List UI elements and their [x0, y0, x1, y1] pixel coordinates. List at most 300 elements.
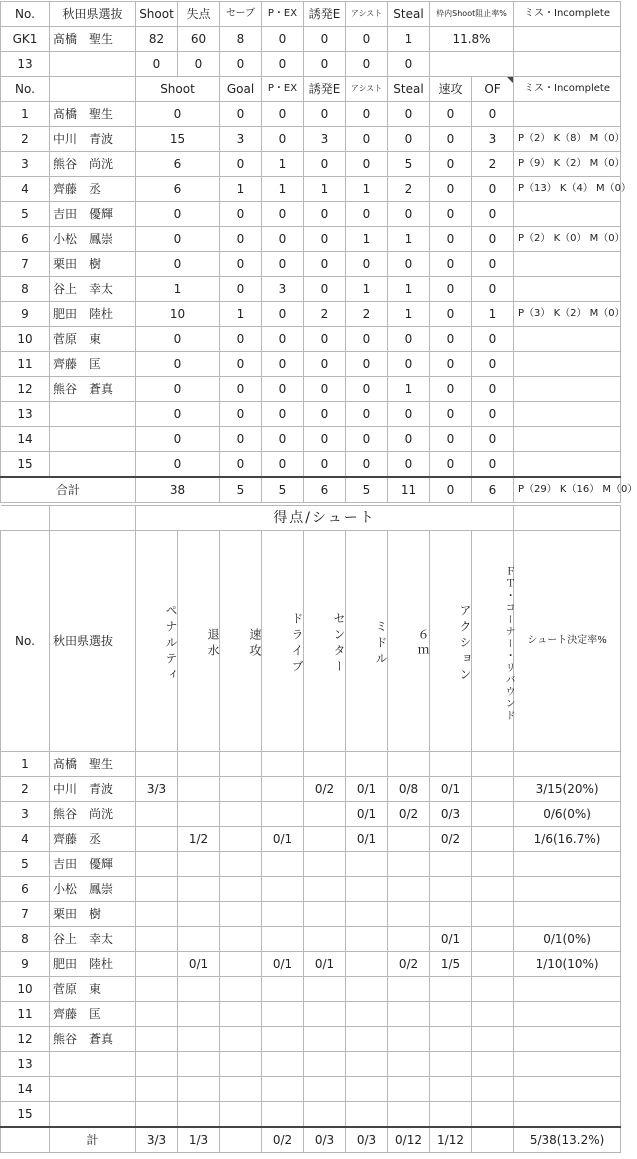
table-cell: 0 — [388, 252, 430, 277]
shot-cell — [388, 852, 430, 877]
table-cell: 0 — [304, 227, 346, 252]
shot-cell — [262, 752, 304, 777]
shot-rate — [514, 1052, 621, 1077]
shot-row-name: 熊谷 蒼真 — [50, 1027, 136, 1052]
shot-total-cell: 0/2 — [262, 1127, 304, 1153]
player-row — [1, 152, 621, 177]
shot-row-no: 11 — [1, 1002, 50, 1027]
table-cell: 0 — [430, 277, 472, 302]
totals-label: 合計 — [1, 477, 136, 503]
shot-rate — [514, 1077, 621, 1102]
table-cell: 0 — [430, 202, 472, 227]
table-cell: 0 — [304, 427, 346, 452]
shot-row — [1, 827, 621, 852]
shot-cell — [220, 927, 262, 952]
header-team: 秋田県選抜 — [50, 2, 136, 27]
shot-type-header: アクション — [430, 531, 472, 752]
gk-block-rate — [430, 52, 514, 77]
table-cell: 0 — [430, 402, 472, 427]
shot-type-header: センター — [304, 531, 346, 752]
player-shoot: 1 — [136, 277, 220, 302]
table-cell: 0 — [472, 202, 514, 227]
table-cell: 0 — [430, 152, 472, 177]
player-row — [1, 377, 621, 402]
table-cell: 0 — [430, 127, 472, 152]
shot-cell — [136, 852, 178, 877]
shot-cell — [262, 877, 304, 902]
player-miss: P（3） K（2） M（0） — [514, 302, 621, 327]
player-shoot: 0 — [136, 327, 220, 352]
shot-cell — [178, 752, 220, 777]
header-no: No. — [1, 531, 50, 752]
table-cell: 1 — [262, 177, 304, 202]
table-cell: 0 — [220, 152, 262, 177]
shot-total-cell: 0/3 — [304, 1127, 346, 1153]
shot-rate: 0/1(0%) — [514, 927, 621, 952]
shot-cell — [178, 927, 220, 952]
shot-cell — [136, 952, 178, 977]
shot-cell — [220, 827, 262, 852]
table-cell: 5 — [346, 477, 388, 503]
player-shoot: 0 — [136, 427, 220, 452]
shot-cell — [388, 1027, 430, 1052]
shot-total-cell: 1/12 — [430, 1127, 472, 1153]
shot-row-no: 7 — [1, 902, 50, 927]
table-cell: 0 — [388, 52, 430, 77]
shot-cell: 3/3 — [136, 777, 178, 802]
shot-type-header: ＦＴ・コーナー・リバウンド — [472, 531, 514, 752]
table-cell: 0 — [304, 252, 346, 277]
shot-rate — [514, 1102, 621, 1128]
shot-cell — [136, 977, 178, 1002]
player-row — [1, 352, 621, 377]
player-row — [1, 202, 621, 227]
table-cell: 0 — [430, 177, 472, 202]
shot-cell — [430, 1027, 472, 1052]
table-cell — [514, 27, 621, 52]
player-miss — [514, 252, 621, 277]
table-cell: 0 — [304, 277, 346, 302]
table-cell: 0 — [346, 52, 388, 77]
table-cell: 0 — [388, 352, 430, 377]
shot-cell — [430, 1052, 472, 1077]
table-cell: 0 — [346, 127, 388, 152]
shot-cell: 0/1 — [304, 952, 346, 977]
shot-cell — [178, 852, 220, 877]
table-cell: 0 — [262, 377, 304, 402]
shot-cell — [430, 902, 472, 927]
player-name: 小松 鳳崇 — [50, 227, 136, 252]
header-miss: ミス・Incomplete — [514, 77, 621, 102]
shot-cell: 0/8 — [388, 777, 430, 802]
table-cell: 5 — [262, 477, 304, 503]
shot-cell — [346, 927, 388, 952]
table-cell: 0 — [472, 452, 514, 478]
shot-cell — [220, 902, 262, 927]
shot-cell — [430, 1077, 472, 1102]
shot-cell — [346, 877, 388, 902]
shot-total-rate: 5/38(13.2%) — [514, 1127, 621, 1153]
shot-cell — [430, 1102, 472, 1128]
shot-cell — [346, 1027, 388, 1052]
shot-cell — [346, 902, 388, 927]
shot-totals-label: 計 — [50, 1127, 136, 1153]
player-shoot: 0 — [136, 202, 220, 227]
shot-cell — [346, 977, 388, 1002]
header-shot-rate: シュート決定率% — [514, 531, 621, 752]
player-no: 1 — [1, 102, 50, 127]
shot-row — [1, 927, 621, 952]
table-cell — [1, 1127, 50, 1153]
player-row — [1, 327, 621, 352]
shot-cell — [388, 877, 430, 902]
table-cell: 0 — [304, 27, 346, 52]
shot-row-no: 4 — [1, 827, 50, 852]
table-cell: 1 — [304, 177, 346, 202]
shot-cell — [178, 902, 220, 927]
gk-no: GK1 — [1, 27, 50, 52]
shot-cell — [220, 1052, 262, 1077]
table-cell: 0 — [262, 202, 304, 227]
shot-row-no: 14 — [1, 1077, 50, 1102]
shot-cell: 0/1 — [346, 827, 388, 852]
shot-row — [1, 1052, 621, 1077]
table-cell: 0 — [346, 27, 388, 52]
header-steal: Steal — [388, 2, 430, 27]
shot-row-name: 中川 青波 — [50, 777, 136, 802]
table-cell: 1 — [220, 302, 262, 327]
shot-cell — [472, 902, 514, 927]
shot-cell — [304, 827, 346, 852]
player-miss — [514, 377, 621, 402]
shot-total-cell — [472, 1127, 514, 1153]
table-cell: 0 — [472, 352, 514, 377]
player-no: 9 — [1, 302, 50, 327]
shot-type-header: ペナルティ — [136, 531, 178, 752]
player-row — [1, 402, 621, 427]
table-cell — [514, 506, 621, 531]
table-cell: 0 — [220, 377, 262, 402]
table-cell: 0 — [262, 102, 304, 127]
shot-cell — [178, 1002, 220, 1027]
shot-cell — [220, 877, 262, 902]
shot-cell: 0/1 — [430, 777, 472, 802]
shot-cell — [304, 852, 346, 877]
shot-row — [1, 1102, 621, 1128]
table-cell: 38 — [136, 477, 220, 503]
table-cell: 0 — [262, 252, 304, 277]
shot-row-no: 2 — [1, 777, 50, 802]
shot-cell — [430, 752, 472, 777]
table-cell: 0 — [346, 452, 388, 478]
table-cell: 1 — [388, 377, 430, 402]
header-of: OF — [472, 77, 514, 102]
header-no: No. — [1, 2, 50, 27]
table-cell: 2 — [346, 302, 388, 327]
table-cell: 0 — [136, 52, 178, 77]
player-no: 4 — [1, 177, 50, 202]
table-cell: 0 — [304, 102, 346, 127]
table-cell: 0 — [388, 127, 430, 152]
table-cell: 1 — [388, 27, 430, 52]
section-title: 得点/シュート — [136, 506, 514, 531]
player-no: 7 — [1, 252, 50, 277]
table-cell: 0 — [304, 452, 346, 478]
table-cell: 0 — [388, 427, 430, 452]
table-cell: 0 — [388, 402, 430, 427]
shot-cell — [178, 877, 220, 902]
table-cell: 0 — [220, 277, 262, 302]
table-cell: 0 — [262, 452, 304, 478]
table-cell: 0 — [346, 202, 388, 227]
shot-cell — [262, 852, 304, 877]
table-cell: 1 — [388, 227, 430, 252]
player-row — [1, 302, 621, 327]
table-cell: 0 — [178, 52, 220, 77]
shot-cell — [304, 752, 346, 777]
shot-cell — [430, 877, 472, 902]
shot-row-no: 5 — [1, 852, 50, 877]
shot-row — [1, 1077, 621, 1102]
shot-cell — [430, 852, 472, 877]
player-row — [1, 452, 621, 478]
shot-cell — [262, 902, 304, 927]
shot-cell — [178, 977, 220, 1002]
shot-cell — [304, 1002, 346, 1027]
table-cell: 0 — [346, 252, 388, 277]
player-miss — [514, 327, 621, 352]
table-cell: 6 — [304, 477, 346, 503]
table-cell: 0 — [262, 302, 304, 327]
table-cell: 0 — [430, 377, 472, 402]
shot-row — [1, 1002, 621, 1027]
shot-cell — [262, 927, 304, 952]
player-row — [1, 102, 621, 127]
player-shoot: 6 — [136, 152, 220, 177]
shot-row-name: 齊藤 丞 — [50, 827, 136, 852]
shot-cell: 0/1 — [262, 952, 304, 977]
shot-cell — [346, 852, 388, 877]
table-cell: 0 — [346, 377, 388, 402]
shot-cell — [472, 1077, 514, 1102]
player-shoot: 0 — [136, 377, 220, 402]
table-cell: 0 — [304, 402, 346, 427]
shot-rate — [514, 977, 621, 1002]
shot-cell — [346, 1077, 388, 1102]
table-cell: 0 — [220, 52, 262, 77]
player-shoot: 10 — [136, 302, 220, 327]
table-cell: 0 — [346, 352, 388, 377]
player-row — [1, 252, 621, 277]
table-cell: 0 — [346, 402, 388, 427]
table-cell: 0 — [304, 327, 346, 352]
gk-name: 髙橋 聖生 — [50, 27, 136, 52]
header-assist: アシスト — [346, 2, 388, 27]
shot-cell — [472, 1002, 514, 1027]
player-miss — [514, 202, 621, 227]
player-name — [50, 452, 136, 478]
shot-cell — [262, 1052, 304, 1077]
player-name: 谷上 幸太 — [50, 277, 136, 302]
player-name: 肥田 陸杜 — [50, 302, 136, 327]
table-cell: 0 — [304, 202, 346, 227]
shot-row — [1, 877, 621, 902]
table-cell: 0 — [304, 377, 346, 402]
shot-row-name: 谷上 幸太 — [50, 927, 136, 952]
table-cell: 2 — [388, 177, 430, 202]
player-miss — [514, 102, 621, 127]
shot-cell — [220, 952, 262, 977]
player-name: 齊藤 匡 — [50, 352, 136, 377]
table-cell: 0 — [472, 177, 514, 202]
shot-type-header: ドライブ — [262, 531, 304, 752]
table-cell: 0 — [430, 452, 472, 478]
shot-cell — [220, 1027, 262, 1052]
table-cell: 0 — [220, 252, 262, 277]
shot-cell — [472, 802, 514, 827]
player-shoot: 0 — [136, 227, 220, 252]
player-no: 10 — [1, 327, 50, 352]
table-cell: 0 — [430, 252, 472, 277]
table-cell: 0 — [472, 377, 514, 402]
shot-cell — [304, 877, 346, 902]
player-miss — [514, 277, 621, 302]
table-cell: 0 — [262, 427, 304, 452]
table-cell: 2 — [304, 302, 346, 327]
shot-row-no: 8 — [1, 927, 50, 952]
shot-rate: 0/6(0%) — [514, 802, 621, 827]
player-no: 11 — [1, 352, 50, 377]
shot-cell: 0/1 — [430, 927, 472, 952]
shot-row-no: 10 — [1, 977, 50, 1002]
shot-cell — [472, 1102, 514, 1128]
player-shoot: 15 — [136, 127, 220, 152]
player-name: 齊藤 丞 — [50, 177, 136, 202]
shot-cell — [430, 1002, 472, 1027]
player-no: 13 — [1, 402, 50, 427]
table-cell: 0 — [388, 102, 430, 127]
shot-cell — [472, 827, 514, 852]
shot-row — [1, 977, 621, 1002]
section-title-row — [1, 506, 621, 531]
table-cell: 0 — [388, 327, 430, 352]
shot-cell — [472, 1052, 514, 1077]
player-miss — [514, 352, 621, 377]
totals-row — [1, 477, 621, 503]
header-pex: P・EX — [262, 2, 304, 27]
shot-cell — [304, 902, 346, 927]
table-cell — [50, 77, 136, 102]
table-cell: 0 — [472, 427, 514, 452]
shot-row-name: 齊藤 匡 — [50, 1002, 136, 1027]
header-team: 秋田県選抜 — [50, 531, 136, 752]
table-cell: 0 — [262, 327, 304, 352]
shot-cell — [178, 1102, 220, 1128]
table-cell: 5 — [388, 152, 430, 177]
table-cell — [50, 506, 136, 531]
shot-cell — [262, 977, 304, 1002]
shot-row-no: 3 — [1, 802, 50, 827]
player-row — [1, 177, 621, 202]
shot-rate — [514, 852, 621, 877]
player-no: 5 — [1, 202, 50, 227]
player-miss: P（2） K（8） M（0） — [514, 127, 621, 152]
header-shoot: Shoot — [136, 2, 178, 27]
header-no: No. — [1, 77, 50, 102]
shot-cell — [346, 1102, 388, 1128]
shot-row-name: 髙橋 聖生 — [50, 752, 136, 777]
shot-cell — [472, 852, 514, 877]
header-assist: アシスト — [346, 77, 388, 102]
table-cell: 5 — [220, 477, 262, 503]
table-cell: 3 — [262, 277, 304, 302]
player-no: 14 — [1, 427, 50, 452]
player-no: 8 — [1, 277, 50, 302]
shot-cell — [388, 1077, 430, 1102]
player-name: 熊谷 尚洸 — [50, 152, 136, 177]
gk-name — [50, 52, 136, 77]
shot-row-no: 1 — [1, 752, 50, 777]
shot-row-no: 15 — [1, 1102, 50, 1128]
shot-type-header: 退水 — [178, 531, 220, 752]
shot-totals-row — [1, 1127, 621, 1153]
shot-row-name — [50, 1102, 136, 1128]
table-cell: 0 — [388, 452, 430, 478]
player-miss: P（2） K（0） M（0） — [514, 227, 621, 252]
header-goal: Goal — [220, 77, 262, 102]
table-cell: 0 — [346, 427, 388, 452]
gk-row — [1, 27, 621, 52]
shot-cell — [346, 1052, 388, 1077]
header-steal: Steal — [388, 77, 430, 102]
shot-rate — [514, 1002, 621, 1027]
table-cell: 0 — [220, 452, 262, 478]
shot-rate: 1/6(16.7%) — [514, 827, 621, 852]
player-name: 栗田 樹 — [50, 252, 136, 277]
player-name: 髙橋 聖生 — [50, 102, 136, 127]
player-miss: P（9） K（2） M（0） — [514, 152, 621, 177]
shot-cell — [136, 827, 178, 852]
shot-cell — [262, 1027, 304, 1052]
shot-rate — [514, 752, 621, 777]
player-name: 吉田 優輝 — [50, 202, 136, 227]
table-cell: 3 — [220, 127, 262, 152]
shot-row — [1, 952, 621, 977]
table-cell: 0 — [430, 427, 472, 452]
table-cell: 60 — [178, 27, 220, 52]
gk-no: 13 — [1, 52, 50, 77]
shot-type-header: ミドル — [346, 531, 388, 752]
table-cell: 3 — [472, 127, 514, 152]
shot-cell — [178, 802, 220, 827]
table-cell: 0 — [220, 102, 262, 127]
shot-cell — [346, 1002, 388, 1027]
player-miss: P（13） K（4） M（0） — [514, 177, 621, 202]
player-header-row — [1, 77, 621, 102]
shot-stats-table — [0, 505, 621, 1153]
shot-total-cell: 0/3 — [346, 1127, 388, 1153]
player-shoot: 0 — [136, 452, 220, 478]
table-cell: 0 — [304, 152, 346, 177]
shot-cell — [472, 877, 514, 902]
table-cell: 1 — [472, 302, 514, 327]
table-cell: 6 — [472, 477, 514, 503]
shot-type-header: 速攻 — [220, 531, 262, 752]
shot-cell — [472, 927, 514, 952]
shot-row — [1, 852, 621, 877]
shot-cell — [136, 1102, 178, 1128]
table-cell: 0 — [472, 277, 514, 302]
